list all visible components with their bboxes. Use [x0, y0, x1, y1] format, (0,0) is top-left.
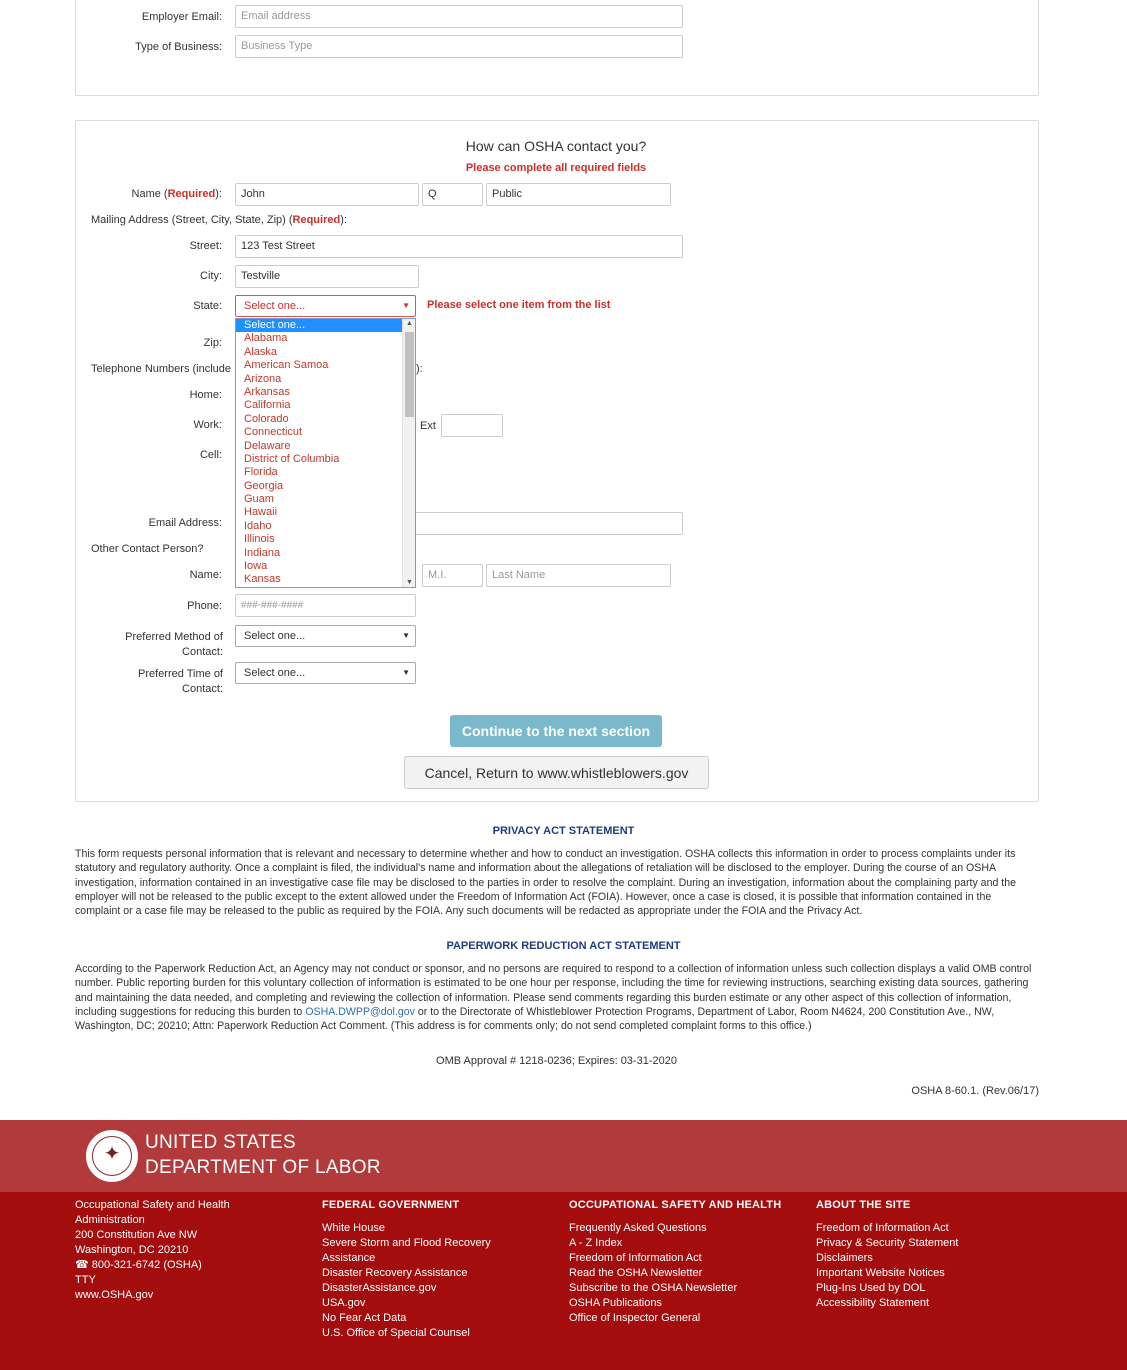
- footer-link[interactable]: Office of Inspector General: [569, 1312, 701, 1324]
- footer-banner: [0, 1120, 1127, 1192]
- street-label: Street:: [189, 240, 222, 252]
- footer-osh: [569, 1198, 781, 1326]
- privacy-act-text: This form requests personal information that is relevant and necessary to determine whether and how to conduct an investigation. OSHA collects this information in order to process complaints under its statutory and regulatory authority. Once a complaint is filed, the individual's name and information about the allegations of retaliation will be disclosed to the employer. During the course of an OSHA investigation, information contained in an investigative case file may be disclosed to the parties in order to resolve the complaint. During an investigation, information about the complaining party and the employer will not be released to the public except to the extent allowed under the Freedom of Information Act (FOIA). However, once a case is closed, it is possible that information contained in the complaint or a case file may be released to the public as required by the FOIA. Any such documents will be redacted as appropriate under the FOIA and the Privacy Act.: [75, 848, 1017, 918]
- footer-address-line: www.OSHA.gov: [75, 1289, 154, 1301]
- middle-initial-input[interactable]: Q: [422, 183, 483, 206]
- state-option[interactable]: Arizona: [244, 372, 282, 385]
- last-name-input[interactable]: Public: [486, 183, 671, 206]
- mailing-address-label: Mailing Address (Street, City, State, Zip) (Required):: [91, 214, 347, 226]
- dropdown-scrollbar[interactable]: [402, 319, 415, 587]
- osh-heading: OCCUPATIONAL SAFETY AND HEALTH: [569, 1199, 782, 1211]
- omb-approval: OMB Approval # 1218-0236; Expires: 03-31-2020: [436, 1055, 677, 1067]
- state-option[interactable]: Delaware: [244, 439, 291, 452]
- state-option[interactable]: Arkansas: [244, 385, 290, 398]
- dol-name-line2[interactable]: DEPARTMENT OF LABOR: [145, 1157, 381, 1178]
- other-last-name-input[interactable]: Last Name: [486, 564, 671, 587]
- about-heading: ABOUT THE SITE: [816, 1199, 911, 1211]
- preferred-time-select[interactable]: Select one... ▼: [235, 662, 416, 684]
- state-option[interactable]: Select one...: [236, 319, 415, 332]
- eagle-icon: ✦: [103, 1143, 121, 1165]
- state-select[interactable]: Select one... ▼: [235, 295, 416, 317]
- state-option[interactable]: Connecticut: [244, 426, 303, 439]
- footer-link[interactable]: DisasterAssistance.gov: [322, 1282, 437, 1294]
- chevron-down-icon: ▼: [402, 668, 410, 677]
- footer-link[interactable]: U.S. Office of Special Counsel: [322, 1327, 470, 1339]
- other-name-label: Name:: [189, 569, 222, 581]
- cell-phone-label: Cell:: [199, 449, 222, 461]
- state-option[interactable]: District of Columbia: [244, 452, 340, 465]
- state-dropdown-list[interactable]: [235, 318, 416, 588]
- state-option[interactable]: Iowa: [244, 560, 268, 573]
- footer-link[interactable]: A - Z Index: [569, 1237, 623, 1249]
- form-number: OSHA 8-60.1. (Rev.06/17): [911, 1085, 1039, 1097]
- preferred-method-select[interactable]: Select one... ▼: [235, 625, 416, 647]
- state-option[interactable]: Colorado: [244, 412, 289, 425]
- street-input[interactable]: 123 Test Street: [235, 235, 683, 258]
- continue-button[interactable]: Continue to the next section: [450, 715, 662, 747]
- other-phone-label: Phone:: [187, 600, 222, 612]
- state-option[interactable]: Kansas: [244, 573, 281, 586]
- state-options: [236, 319, 415, 587]
- paperwork-act-title: PAPERWORK REDUCTION ACT STATEMENT: [446, 940, 681, 952]
- footer-link[interactable]: Read the OSHA Newsletter: [569, 1267, 703, 1279]
- first-name-input[interactable]: John: [235, 183, 419, 206]
- footer-link[interactable]: Frequently Asked Questions: [569, 1222, 707, 1234]
- paperwork-act-text: According to the Paperwork Reduction Act, an Agency may not conduct or sponsor, and no persons are required to respond to a collection of information unless such collection displays a valid OMB control number. Public reporting burden for this voluntary collection of information is estimated to be one hour per response, including the time for reviewing instructions, searching existing data sources, gathering and maintaining the data needed, and completing and reviewing the collection of information. Please send comments regarding this burden estimate or any other aspect of this collection of information, including suggestions for reducing this burden to OSHA.DWPP@dol.gov or to the Directorate of Whistleblower Protection Programs, Department of Labor, Room N4624, 200 Constitution Ave., NW, Washington, DC; 20210; Attn: Paperwork Reduction Act Comment. (This address is for comments only; do not send completed complaint forms to this office.): [75, 963, 1032, 1033]
- state-option[interactable]: American Samoa: [244, 359, 329, 372]
- city-input[interactable]: Testville: [235, 265, 419, 288]
- business-type-input[interactable]: Business Type: [235, 35, 683, 58]
- footer-address-line: ☎ 800-321-6742 (OSHA): [75, 1259, 202, 1271]
- footer-link[interactable]: Severe Storm and Flood Recovery: [322, 1237, 491, 1249]
- footer-link[interactable]: Freedom of Information Act: [816, 1222, 949, 1234]
- dol-name-line1[interactable]: UNITED STATES: [145, 1132, 296, 1153]
- footer-link[interactable]: Assistance: [322, 1252, 376, 1264]
- footer-address-line: TTY: [75, 1274, 96, 1286]
- federal-government-heading: FEDERAL GOVERNMENT: [322, 1199, 460, 1211]
- footer-link[interactable]: OSHA Publications: [569, 1297, 662, 1309]
- business-type-label: Type of Business:: [135, 41, 222, 53]
- footer-link[interactable]: Important Website Notices: [816, 1267, 945, 1279]
- city-label: City:: [200, 270, 222, 282]
- footer-link[interactable]: Plug-Ins Used by DOL: [816, 1282, 926, 1294]
- footer-link[interactable]: No Fear Act Data: [322, 1312, 407, 1324]
- state-error-message: Please select one item from the list: [427, 299, 611, 311]
- employer-email-label: Employer Email:: [141, 11, 222, 23]
- footer-address-line: 200 Constitution Ave NW: [75, 1229, 198, 1241]
- privacy-act-title: PRIVACY ACT STATEMENT: [492, 825, 635, 837]
- home-phone-label: Home:: [189, 389, 222, 401]
- footer-link[interactable]: Disaster Recovery Assistance: [322, 1267, 468, 1279]
- preferred-time-label: Preferred Time of Contact:: [138, 668, 223, 695]
- email-address-label: Email Address:: [148, 517, 222, 529]
- state-option[interactable]: Florida: [244, 466, 278, 479]
- preferred-method-label: Preferred Method of Contact:: [125, 631, 223, 658]
- scroll-down-icon[interactable]: ▼: [406, 579, 413, 586]
- state-option[interactable]: California: [244, 399, 291, 412]
- state-option[interactable]: Alabama: [244, 332, 288, 345]
- name-label: Name (Required):: [131, 188, 222, 200]
- footer-federal-government: [322, 1198, 491, 1341]
- footer-link[interactable]: Disclaimers: [816, 1252, 873, 1264]
- chevron-down-icon: ▼: [402, 631, 410, 640]
- footer-link[interactable]: Privacy & Security Statement: [816, 1237, 959, 1249]
- footer-address-line: Occupational Safety and Health: [75, 1199, 230, 1211]
- footer-address-line: Washington, DC 20210: [75, 1244, 189, 1256]
- telephone-numbers-label: Telephone Numbers (include: [91, 363, 232, 375]
- footer-link[interactable]: Freedom of Information Act: [569, 1252, 702, 1264]
- footer-link[interactable]: USA.gov: [322, 1297, 366, 1309]
- footer-link[interactable]: Subscribe to the OSHA Newsletter: [569, 1282, 738, 1294]
- footer-link[interactable]: White House: [322, 1222, 385, 1234]
- footer-address-line: Administration: [75, 1214, 145, 1226]
- footer-about: [816, 1198, 958, 1311]
- cancel-button[interactable]: Cancel, Return to www.whistleblowers.gov: [404, 756, 709, 789]
- state-option[interactable]: Georgia: [244, 479, 284, 492]
- other-mi-input[interactable]: M.I.: [422, 564, 483, 587]
- telephone-numbers-label-end: ):: [416, 363, 423, 375]
- state-option[interactable]: Guam: [244, 493, 274, 506]
- employer-email-input[interactable]: Email address: [235, 5, 683, 28]
- zip-label: Zip:: [203, 337, 222, 349]
- work-phone-label: Work:: [193, 419, 222, 431]
- footer-link[interactable]: Accessibility Statement: [816, 1297, 930, 1309]
- footer-address: [75, 1198, 230, 1303]
- required-notice: Please complete all required fields: [465, 162, 647, 174]
- dol-seal-icon[interactable]: [84, 1128, 140, 1184]
- scroll-up-icon[interactable]: ▲: [406, 320, 413, 327]
- ext-input[interactable]: [441, 414, 503, 437]
- state-option[interactable]: Alaska: [244, 345, 278, 358]
- other-phone-input[interactable]: ###-###-####: [235, 594, 416, 617]
- state-option[interactable]: Indiana: [244, 546, 281, 559]
- chevron-down-icon: ▼: [402, 301, 410, 310]
- ext-label: Ext: [420, 420, 436, 432]
- dwpp-email-link[interactable]: OSHA.DWPP@dol.gov: [305, 1005, 415, 1018]
- state-label: State:: [193, 300, 222, 312]
- contact-heading: How can OSHA contact you?: [465, 138, 647, 154]
- state-option[interactable]: Idaho: [244, 519, 272, 532]
- state-option[interactable]: Hawaii: [244, 506, 278, 519]
- state-option[interactable]: Illinois: [244, 533, 275, 546]
- scrollbar-thumb[interactable]: [405, 332, 414, 417]
- other-contact-label: Other Contact Person?: [91, 543, 204, 555]
